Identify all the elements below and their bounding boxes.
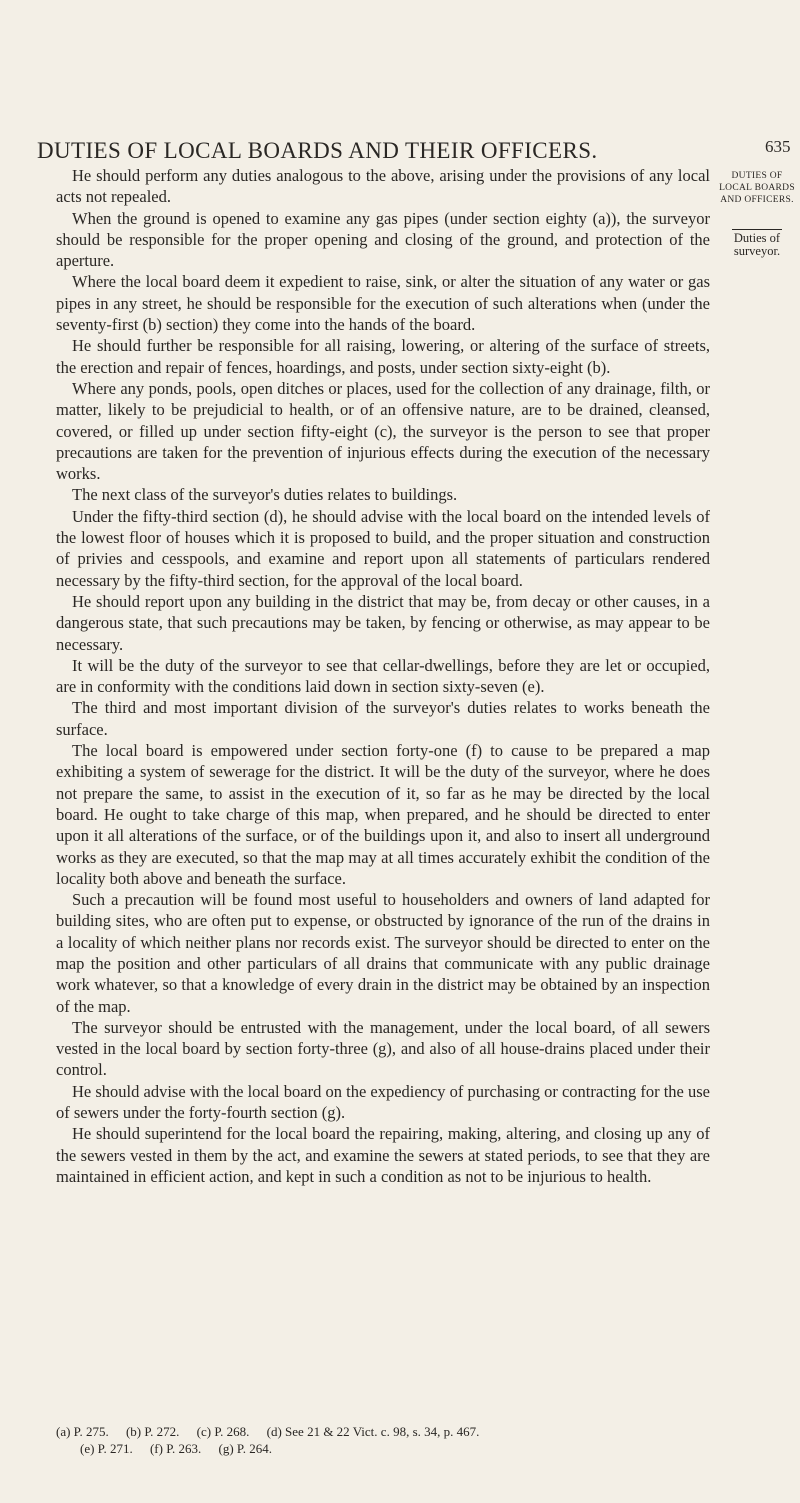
footnote: (c) P. 268. [196, 1424, 250, 1439]
margin-rule [732, 229, 782, 230]
footnote: (b) P. 272. [125, 1424, 180, 1439]
margin-note-topic-text: Duties of surveyor. [733, 231, 781, 258]
paragraph: He should advise with the local board on the expediency of purchasing or contracting for the use of sewers under the forty-fourth section (g). [56, 1081, 710, 1123]
footnote: (f) P. 263. [149, 1441, 202, 1456]
margin-note-topic [716, 227, 798, 258]
page-number: 635 [765, 137, 791, 156]
footnote: (a) P. 275. [56, 1424, 109, 1439]
paragraph: The surveyor should be entrusted with the management, under the local board, of all sewers vested in the local board by section forty-three (g), and also of all house-drains placed under their control. [56, 1017, 710, 1080]
paragraph: The local board is empowered under section forty-one (f) to cause to be prepared a map exhibiting a system of sewerage for the district. It will be the duty of the surveyor, where he does not prepare the same, to assist in the execution of it, so far as he may be directed by the local board. He ought to take charge of this map, when prepared, and he should be directed to enter upon it all alterations of the surface, or of the buildings upon it, and also to insert all underground works as they are executed, so that the map may at all times accurately exhibit the condition of the locality both above and beneath the surface. [56, 741, 710, 888]
footnote: (e) P. 271. [80, 1441, 133, 1456]
footnote-row [56, 1440, 736, 1457]
body-text [56, 165, 710, 1187]
paragraph: Under the fifty-third section (d), he should advise with the local board on the intended levels of the lowest floor of houses which it is proposed to build, and the proper situation and construction of privies and cesspools, and examine and report upon all statements of particulars rendered necessary by the fifty-third section, for the approval of the local board. [56, 506, 710, 590]
paragraph: When the ground is opened to examine any gas pipes (under section eighty (a)), the surveyor should be responsible for the proper opening and closing of the ground, and protection of the aperture. [56, 208, 710, 271]
paragraph: Where the local board deem it expedient to raise, sink, or alter the situation of any water or gas pipes in any street, he should be responsible for the execution of such alterations when (under the seventy-first (b) section) they come into the hands of the board. [56, 272, 710, 335]
paragraph: He should superintend for the local board the repairing, making, altering, and closing up any of the sewers vested in them by the act, and examine the sewers at stated periods, to see that they are maintained in efficient action, and kept in such a condition as not to be injurious to health. [56, 1124, 710, 1186]
paragraph: Such a precaution will be found most useful to householders and owners of land adapted for building sites, who are often put to expense, or obstructed by ignorance of the run of the drains in a locality of which neither plans nor records exist. The surveyor should be directed to enter on the map the position and other particulars of all drains that communicate with any public drainage work whatever, so that a knowledge of every drain in the district may be obtained by an inspection of the map. [56, 890, 710, 1016]
margin-note-section: DUTIES OF LOCAL BOARDS AND OFFICERS. [719, 171, 795, 205]
footnotes [56, 1423, 736, 1457]
footnote-row [56, 1423, 736, 1440]
paragraph: He should further be responsible for all raising, lowering, or altering of the surface of streets, the erection and repair of fences, hoardings, and posts, under section sixty-eight (b). [56, 336, 710, 377]
footnote: (g) P. 264. [218, 1441, 272, 1456]
paragraph: He should perform any duties analogous to the above, arising under the provisions of any local acts not repealed. [56, 166, 710, 207]
paragraph: He should report upon any building in the district that may be, from decay or other causes, in a dangerous state, that such precautions may be taken, by fencing or otherwise, as may appear to be necessary. [56, 591, 710, 654]
paragraph: It will be the duty of the surveyor to see that cellar-dwellings, before they are let or occupied, are in conformity with the conditions laid down in section sixty-seven (e). [56, 655, 710, 697]
paragraph: The next class of the surveyor's duties relates to buildings. [72, 485, 458, 505]
paragraph: The third and most important division of the surveyor's duties relates to works beneath the surface. [56, 698, 710, 739]
paragraph: Where any ponds, pools, open ditches or places, used for the collection of any drainage, filth, or matter, likely to be prejudicial to health, or of an offensive nature, are to be drained, cleansed, covered, or filled up under section fifty-eight (c), the surveyor is the person to see that proper precautions are taken for the prevention of injurious effects during the execution of the necessary works. [56, 378, 710, 484]
footnote: (d) See 21 & 22 Vict. c. 98, s. 34, p. 467. [266, 1424, 480, 1439]
running-header: DUTIES OF LOCAL BOARDS AND THEIR OFFICERS. [37, 138, 598, 163]
